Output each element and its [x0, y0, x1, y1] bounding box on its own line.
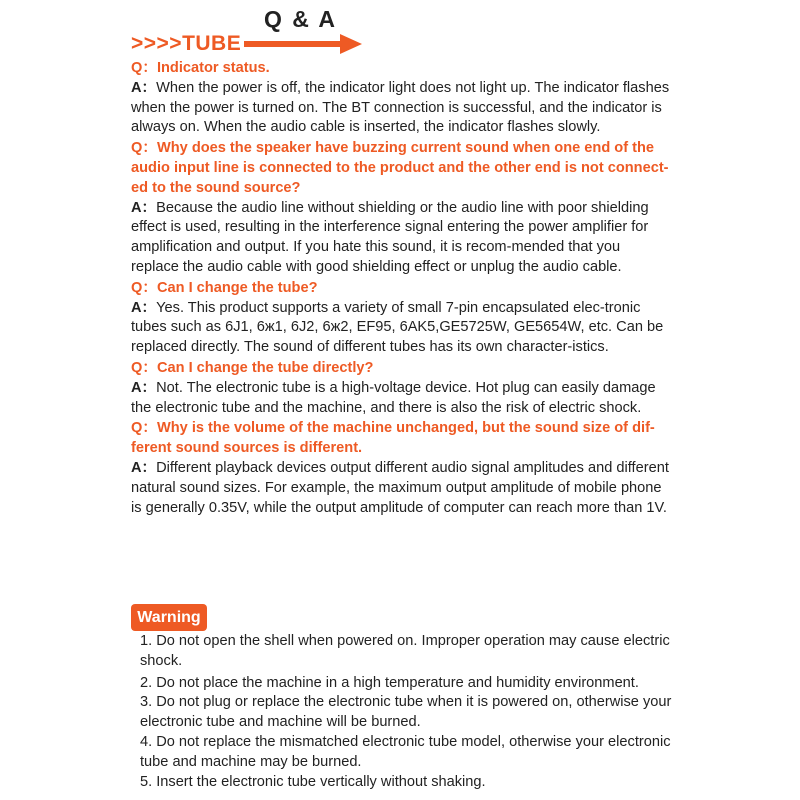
answer: A：Yes. This product supports a variety of small 7-pin encapsulated elec-tronic tubes such as 6J1, 6ж1, 6J2, 6ж2, EF95, 6AK5,GE5725W, GE5654W, etc. Can be replaced directly. The sound of different tubes has its own character-istics.	[131, 299, 664, 356]
warning-item: 3. Do not plug or replace the electronic tube when it is powered on, otherwise your electronic tube and machine will be burned.	[140, 694, 672, 731]
page-header	[0, 0, 800, 62]
qa-item	[131, 59, 671, 138]
qa-item	[131, 359, 671, 418]
qa-item	[131, 279, 671, 358]
brand-label	[131, 32, 241, 56]
page-title: Q & A	[264, 6, 338, 32]
qa-item	[131, 139, 671, 278]
warning-item: 4. Do not replace the mismatched electronic tube model, otherwise your electronic tube and machine may be burned.	[140, 733, 671, 770]
answer: A：When the power is off, the indicator light does not light up. The indicator flashes when the power is turned on. The BT connection is successful, and the indicator is always on. When the audio cable is inserted, the indicator flashes slowly.	[131, 79, 670, 136]
question: Q：Indicator status.	[131, 60, 270, 76]
qa-item	[131, 419, 671, 518]
answer: A：Not. The electronic tube is a high-voltage device. Hot plug can easily damage the electronic tube and the machine, and there is also the risk of electric shock.	[131, 379, 656, 416]
qa-section	[131, 59, 671, 519]
answer: A：Different playback devices output different audio signal amplitudes and different natural sound sizes. For example, the maximum output amplitude of mobile phone is generally 0.35V, while the output amplitude of computer can reach more than 1V.	[131, 459, 669, 516]
arrow-right-icon	[244, 32, 364, 56]
warning-item: 5. Insert the electronic tube vertically without shaking.	[140, 773, 486, 790]
warning-list	[140, 632, 680, 792]
warning-item: 2. Do not place the machine in a high temperature and humidity environment.	[140, 674, 639, 691]
brand-name: TUBE	[182, 32, 242, 55]
warning-badge: Warning	[131, 604, 207, 631]
question: Q：Why is the volume of the machine unchanged, but the sound size of dif-ferent sound sources is different.	[131, 420, 655, 457]
question: Q：Why does the speaker have buzzing current sound when one end of the audio input line is connected to the product and the other end is not connect-ed to the sound source?	[131, 140, 669, 196]
chevrons: >>>>	[131, 32, 183, 55]
question: Q：Can I change the tube?	[131, 279, 318, 296]
warning-item: 1. Do not open the shell when powered on. Improper operation may cause electric shock.	[140, 633, 670, 669]
question: Q：Can I change the tube directly?	[131, 359, 374, 376]
answer: A：Because the audio line without shielding or the audio line with poor shielding effect is used, resulting in the interference signal entering the power amplifier for amplification and output. If you hate this sound, it is recom-mended that you replace the audio cable with good shielding effect or unplug the audio cable.	[131, 199, 649, 275]
